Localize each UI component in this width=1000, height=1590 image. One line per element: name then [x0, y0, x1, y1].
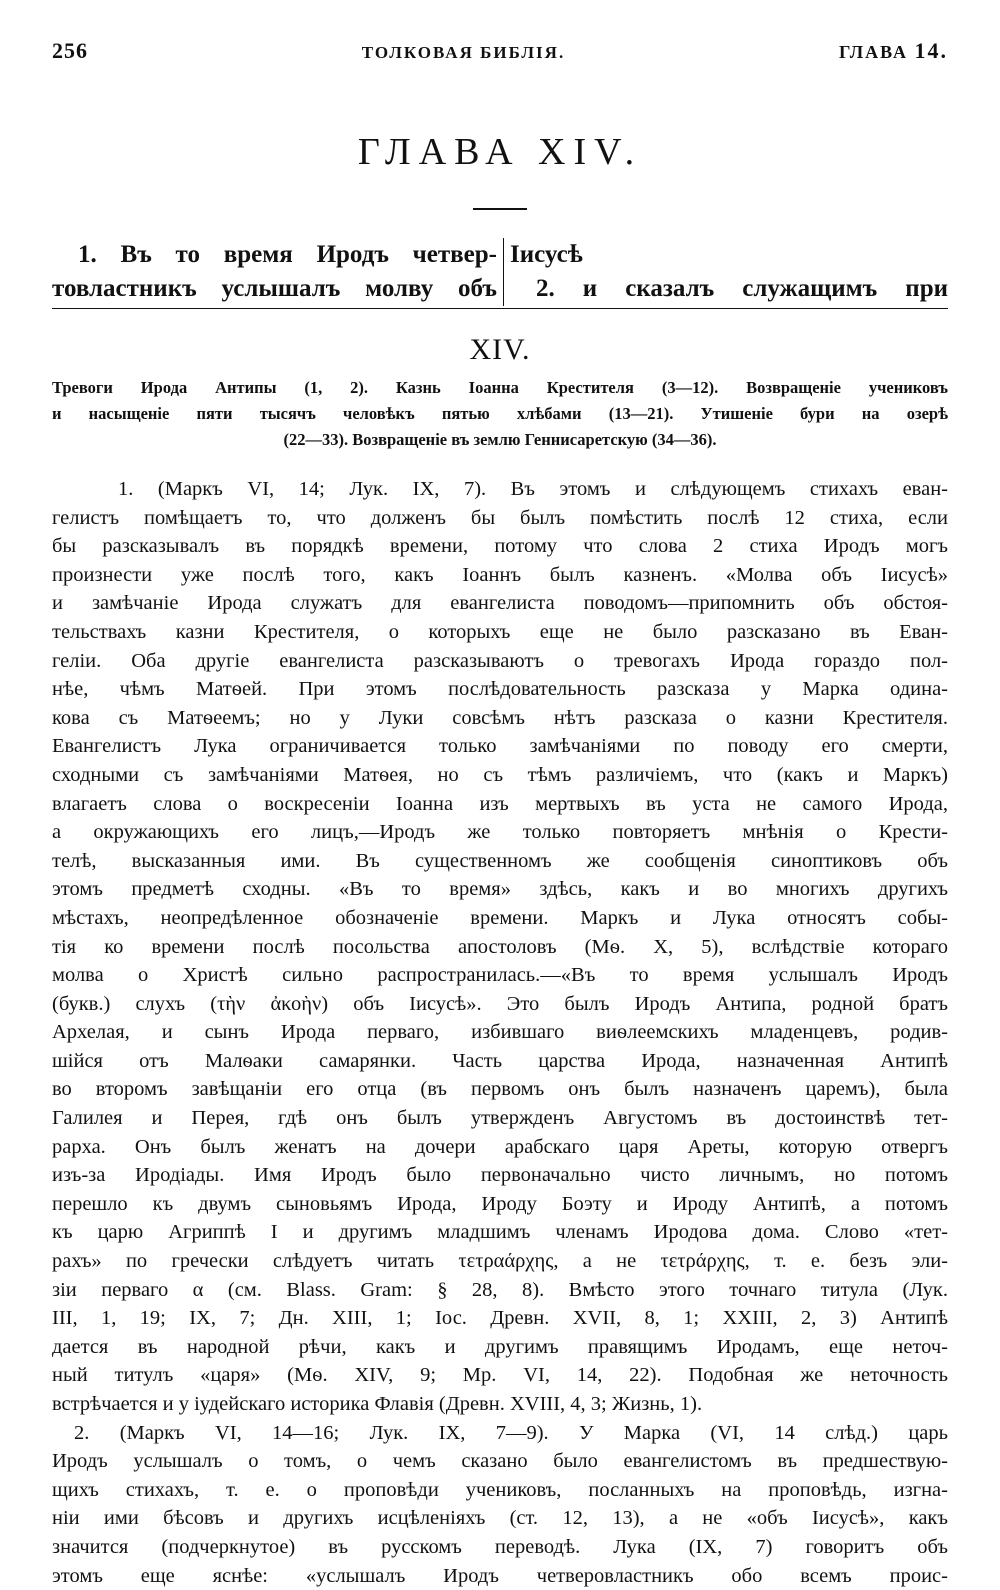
commentary-line: (букв.) слухъ (τὴν ἀκοὴν) объ Іисусѣ». Это былъ Иродъ Антипа, родной братъ: [52, 992, 948, 1015]
commentary-line: 2. (Маркъ VI, 14—16; Лук. IX, 7—9). У Марка (VI, 14 слѣд.) царь: [74, 1421, 948, 1444]
commentary-line: значится (подчеркнутое) въ русскомъ переводѣ. Лука (IX, 7) говоритъ объ: [52, 1535, 948, 1558]
commentary-line: III, 1, 19; IX, 7; Дн. XIII, 1; Іос. Древн. XVII, 8, 1; XXIII, 2, 3) Антипѣ: [52, 1307, 948, 1330]
summary-line: (22—33). Возвращеніе въ землю Геннисаретскую (34—36).: [283, 430, 717, 449]
book-title: ТОЛКОВАЯ БИБЛІЯ.: [361, 43, 566, 62]
commentary-line: щихъ стихахъ, т. е. о проповѣди учениковъ, посланныхъ на проповѣдь, изгна-: [52, 1478, 948, 1501]
running-head: [52, 38, 948, 78]
commentary-line: телѣ, высказанныя ими. Въ существенномъ же сообщенія синоптиковъ объ: [52, 849, 948, 872]
commentary-line: къ царю Агриппѣ I и другимъ младшимъ членамъ Иродова дома. Слово «тет-: [52, 1221, 948, 1244]
verse-line: 1. Въ то время Иродъ четвер-: [78, 241, 497, 268]
running-chapter-number: 14.: [914, 38, 948, 63]
commentary-line: шійся отъ Малѳаки самарянки. Часть царства Ирода, назначенная Антипѣ: [52, 1049, 948, 1072]
verse-line: 2. и сказалъ служащимъ при: [536, 275, 948, 302]
commentary-line: бы разсказывалъ въ порядкѣ времени, потому что слова 2 стиха Иродъ могъ: [52, 535, 948, 558]
commentary-line: ный титулъ «царя» (Мѳ. XIV, 9; Мр. VI, 14, 22). Подобная же неточность: [52, 1364, 948, 1387]
chapter-summary: [52, 375, 948, 453]
commentary-line: перешло къ двумъ сыновьямъ Ирода, Ироду Боэту и Ироду Антипѣ, а потомъ: [52, 1192, 948, 1215]
commentary-line: тія ко времени послѣ посольства апостоловъ (Мѳ. X, 5), вслѣдствіе котораго: [52, 935, 948, 958]
scripture-verses: [52, 238, 948, 306]
commentary-line: встрѣчается и у іудейскаго историка Флавія (Древн. XVIII, 4, 3; Жизнь, 1).: [52, 1393, 703, 1415]
summary-line: Тревоги Ирода Антипы (1, 2). Казнь Іоанна Крестителя (3—12). Возвращеніе учениковъ: [52, 378, 948, 397]
commentary-line: произнести уже послѣ того, какъ Іоаннъ былъ казненъ. «Молва объ Іисусѣ»: [52, 563, 948, 586]
verse-line: товластникъ услышалъ молву объ: [52, 275, 497, 302]
running-chapter: [839, 38, 948, 64]
commentary-line: геліи. Оба другіе евангелиста разсказываютъ о тревогахъ Ирода гораздо пол-: [52, 649, 948, 672]
commentary-line: и замѣчаніе Ирода служатъ для евангелиста поводомъ—припомнить объ обстоя-: [52, 592, 948, 615]
commentary-line: дается въ народной рѣчи, какъ и другимъ правящимъ Иродамъ, еще неточ-: [52, 1335, 948, 1358]
commentary-line: этомъ еще яснѣе: «услышалъ Иродъ четверовластникъ обо всемъ проис-: [52, 1564, 948, 1587]
commentary-line: а окружающихъ его лицъ,—Иродъ же только повторяетъ мнѣнія о Крести-: [52, 821, 948, 844]
verses-right-column: [504, 238, 948, 306]
commentary-line: этомъ предметѣ сходны. «Въ то время» здѣсь, какъ и во многихъ другихъ: [52, 878, 948, 901]
commentary-line: Галилея и Перея, гдѣ онъ былъ утвержденъ Августомъ въ достоинствѣ тет-: [52, 1107, 948, 1130]
commentary-line: рарха. Онъ былъ женатъ на дочери арабскаго царя Ареты, которую отвергъ: [52, 1135, 948, 1158]
commentary-text: [52, 475, 948, 1590]
commentary-line: во второмъ завѣщаніи его отца (въ первомъ онъ былъ назначенъ царемъ), была: [52, 1078, 948, 1101]
commentary-line: молва о Христѣ сильно распространилась.—«Въ то время услышалъ Иродъ: [52, 964, 948, 987]
commentary-line: нѣе, чѣмъ Матѳей. При этомъ послѣдовательность разсказа у Марка одина-: [52, 678, 948, 701]
commentary-line: изъ-за Иродіады. Имя Иродъ было первоначально чисто личнымъ, но потомъ: [52, 1164, 948, 1187]
commentary-line: ніи ими бѣсовъ и другихъ исцѣленіяхъ (ст. 12, 13), а не «объ Іисусѣ», какъ: [52, 1507, 948, 1530]
running-chapter-label: ГЛАВА: [838, 42, 908, 62]
section-number: XIV.: [469, 333, 531, 366]
short-divider: [473, 208, 527, 210]
verses-left-column: [52, 238, 504, 306]
commentary-line: влагаетъ слова о воскресеніи Іоанна изъ мертвыхъ въ уста не самого Ирода,: [52, 792, 948, 815]
summary-line: и насыщеніе пяти тысячъ человѣкъ пятью хлѣбами (13—21). Утишеніе бури на озерѣ: [52, 404, 948, 423]
commentary-line: Иродъ услышалъ о томъ, о чемъ сказано было евангелистомъ въ предшествую-: [52, 1450, 948, 1473]
commentary-line: тельствахъ казни Крестителя, о которыхъ еще не было разсказано въ Еван-: [52, 620, 948, 643]
full-divider: [52, 308, 948, 309]
page-number: 256: [52, 38, 88, 63]
commentary-line: рахъ» по гречески слѣдуетъ читать τετραάρχης, а не τετράρχης, т. е. безъ эли-: [52, 1250, 948, 1273]
commentary-line: 1. (Маркъ VI, 14; Лук. IX, 7). Въ этомъ и слѣдующемъ стихахъ еван-: [118, 478, 948, 500]
commentary-line: кова съ Матѳеемъ; но у Луки совсѣмъ нѣтъ разсказа о казни Крестителя.: [52, 706, 948, 729]
commentary-line: Архелая, и сынъ Ирода перваго, избившаго виѳлеемскихъ младенцевъ, родив-: [52, 1021, 948, 1044]
commentary-line: сходными съ замѣчаніями Матѳея, но съ тѣмъ различіемъ, что (какъ и Маркъ): [52, 763, 948, 786]
verse-line: Іисусѣ: [510, 241, 583, 268]
commentary-line: гелистъ помѣщаетъ то, что долженъ бы былъ помѣстить послѣ 12 стиха, если: [52, 506, 948, 529]
commentary-line: мѣстахъ, неопредѣленное обозначеніе времени. Маркъ и Лука относятъ собы-: [52, 906, 948, 929]
commentary-line: Евангелистъ Лука ограничивается только замѣчаніями по поводу его смерти,: [52, 735, 948, 758]
chapter-title: ГЛАВА XIV.: [357, 131, 643, 173]
commentary-line: зіи перваго α (см. Blass. Gram: § 28, 8). Вмѣсто этого точнаго титула (Лук.: [52, 1278, 948, 1301]
